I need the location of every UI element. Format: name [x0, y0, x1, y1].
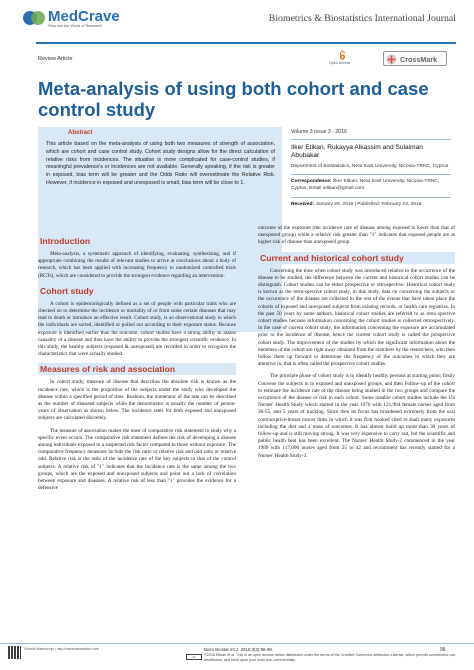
creative-commons-icon: cc	[186, 654, 202, 660]
journal-name: Biometrics & Biostatistics International Journal	[268, 13, 456, 24]
meta-divider	[291, 174, 451, 175]
article-title: Meta-analysis of using both cohort and case control study	[38, 78, 429, 120]
license-text: ©2016 Etikan et al. This is an open access article distributed under the terms of the Creative Commons Attribution License, which permits unrestricted use, distribution, and build upon your work non-commercially.	[204, 653, 457, 662]
article-type: Review Article	[38, 56, 73, 62]
footer-rule	[0, 643, 474, 644]
open-access-badge	[329, 51, 361, 65]
dates-text: January 28, 2016 | Published: February 23, 2016	[315, 201, 422, 207]
correspondence-label: Correspondence:	[291, 179, 332, 185]
current-historical-text-1: Concerning the time when cohort study was introduced relative to the occurrence of the disease to be studied, the difference between the current and historical cohort studies can be distinguish. Cohort studies can be either prospective or retrospective. Historical cohort study is known as the retro-spective cohort study, in this study, data on concerning the subjects or the occurrence of the disease are collected to the rest of the events that have taken place the cohorts of exposed and unexposed subjects from existing records, or health care registries. In the past 50 years by some authors, historical cohort studies are referred to as retro-spective cohort studies because information concerning the cohort studies is collected retrospectively. In the case of current cohort study, the information concerning the exposure are accumulated prior to the incidence of disease, hence the current cohort study is called the prospective cohort study. The improvement of the studies by which the significant information about the members of the cohort are right away obtained from the members by the researchers, who then follow them up forward to determine the frequency of the outcomes in which they are attentive in, that is often called the prospective cohort studies.	[258, 267, 455, 368]
abstract-text: This article based on the meta-analysis of using both two measures of strength of association, which are cohort and case control study. Cohort study designs allow for the direct calculation of relative risks from incidences. The situation is more complicated for case-control studies, if meaningful prevalence's or incidences are not available. Generally speaking, if the risk is greater in exposed, bias term will be greater and the Odds Ratio will overestimate the Relative Risk. However, if incidence in exposed and unexposed is small, bias term will be close to 1.	[46, 141, 275, 186]
section-title: Cohort study	[40, 285, 94, 296]
open-lock-icon	[339, 51, 346, 60]
measures-text-1: In cohort study, measure of disease that describes the absolute risk is known as the incidence rate, which is the proportion of the subjects under the study who developed the disease within a specified period of time. Rushton, the numerator of the rate can be described as the number of diseased subjects while the denominator is usually the number of person-years of observation as shown below. The incidence rates for both exposed and unexposed subjects are calculated discretely.	[38, 379, 236, 422]
correspondence	[291, 179, 451, 192]
left-column	[38, 235, 236, 492]
section-header-measures	[38, 363, 236, 375]
section-title: Current and historical cohort study	[260, 252, 404, 263]
qr-code-icon	[8, 646, 21, 659]
brand-tagline: Step into the World of Research	[48, 24, 102, 28]
section-header-cohort-study	[38, 285, 236, 297]
section-header-current-historical	[258, 252, 455, 264]
article-metadata	[291, 129, 451, 208]
received-label: Received:	[291, 201, 315, 207]
header-rule	[36, 42, 456, 44]
crossmark-button[interactable]	[383, 51, 447, 66]
affiliation: Department of Biostatistics, Near East University, Nicosia-TRNC, Cyprus	[291, 163, 449, 169]
section-title: Introduction	[40, 236, 91, 246]
measures-text-2: The measure of association makes the most of comparative risk statement to study why a specific event occurs. The comparative risk statement defines the risk of developing a disease among individuals exposed to a suspected risk factor compared to those without exposure. The comparative frequency measures include the risk ratio or relative risk and odd ratio or relative odd. Relative risk is the ratio of the incidence rate of the key subjects to that of the control subjects. A relative risk of "1" indicates that the incidence rate is the same among the two groups, which are the exposed and unexposed subjects and point out a lack of correlation between exposure and diseases. A relative risk of less than "1" provides the evidence for a defensive	[38, 427, 236, 492]
abstract-heading: Abstract	[68, 130, 93, 136]
citation: Biom Biostat Int J. 2016;3(3):96-98.	[204, 647, 274, 652]
volume-info: Volume 3 Issue 3 - 2016	[291, 129, 347, 135]
medcrave-logo-icon	[22, 8, 46, 28]
open-access-label: Open Access	[329, 60, 351, 65]
section-header-introduction	[38, 235, 236, 247]
measures-continued-text: outcome of the exposure (the incidence rate of disease among exposed is lower than that of unexposed group) while a relative risk greater than "1" indicates that exposed people are at higher risk of disease than unexposed group.	[258, 225, 455, 246]
article-dates	[291, 202, 451, 209]
page-number: 96	[440, 647, 446, 653]
cohort-study-text: A cohort is epidemiologically defined as a set of people with particular traits who are checked on to determine the incidence or mortality of or from some certain diseases that may lead to death or introduce an effective result. Cohort study, is an observational study in which the individuals are sorted, identified or pulled out according to their exposure status. Because exposure is identified earlier than the outcome, cohort studies have a strong ability to assess causality of a disease and thus have the ability to provide the strongest scientific evidence. In this study, the healthy subjects (exposed & unexposed) are recorded in order to recognize the characteristics that were actually studied.	[38, 300, 236, 358]
section-title: Measures of risk and association	[40, 364, 176, 375]
crossmark-icon	[386, 54, 397, 65]
brand-name: MedCrave	[48, 8, 120, 25]
meta-divider	[291, 197, 451, 198]
right-column	[258, 225, 455, 460]
submit-manuscript-link[interactable]: Submit Manuscript | http://medcraveonline.com	[24, 647, 99, 651]
current-historical-text-2: The principle phase of cohort study is to identify healthy persons at starting point; firstly Convene the subjects in to exposed and unexposed groups, and then Follow-up of the cohort to estimate the incidence rate of the disease being studied in the two groups and compare the occurrence of the disease or risk in each cohort. Some notable cohort studies include the US Nurses' Health Study which started in the year 1976 with 121,964 female nurses aged from 30-55, and 5 years of tracking. Since then its focus has broadened extremely from the oral contraceptive-breast cancer links in which it was first hooked cited to shall many exposures including the diet and a mass of outcomes. It has almost build up more than 30 years of follow-up and is still moving strong. It was very expensive to carry out, but the scientific and public health beat has been excellent. The Nurses' Health Study-2 commenced in the year 1989 with 117,000 nurses aged from 25 to 42 and recruitment has recently started for a Nurses' Health Study-3.	[258, 373, 455, 459]
introduction-text: Meta-analysis, a systematic approach of identifying, evaluating, synthesizing, and if appropriate combining the results of relevant studies to arrive at conclusions about a body of research, which has been applied with increasing frequency to randomized controlled trials (RCTs), which are considered to provide the strongest evidence regarding an intervention.	[38, 251, 236, 279]
crossmark-label: CrossMark	[400, 55, 438, 64]
meta-divider	[291, 139, 451, 140]
correspondence-text: Ilker Etikan, Near East University, Nicosia-TRNC, Cyprus, Email ietikan@gmail.com	[291, 179, 440, 191]
medcrave-logo[interactable]	[22, 6, 152, 32]
authors: Ilker Etikan, Rukayya Alkassim and Sulaiman Abubakar	[291, 144, 423, 160]
